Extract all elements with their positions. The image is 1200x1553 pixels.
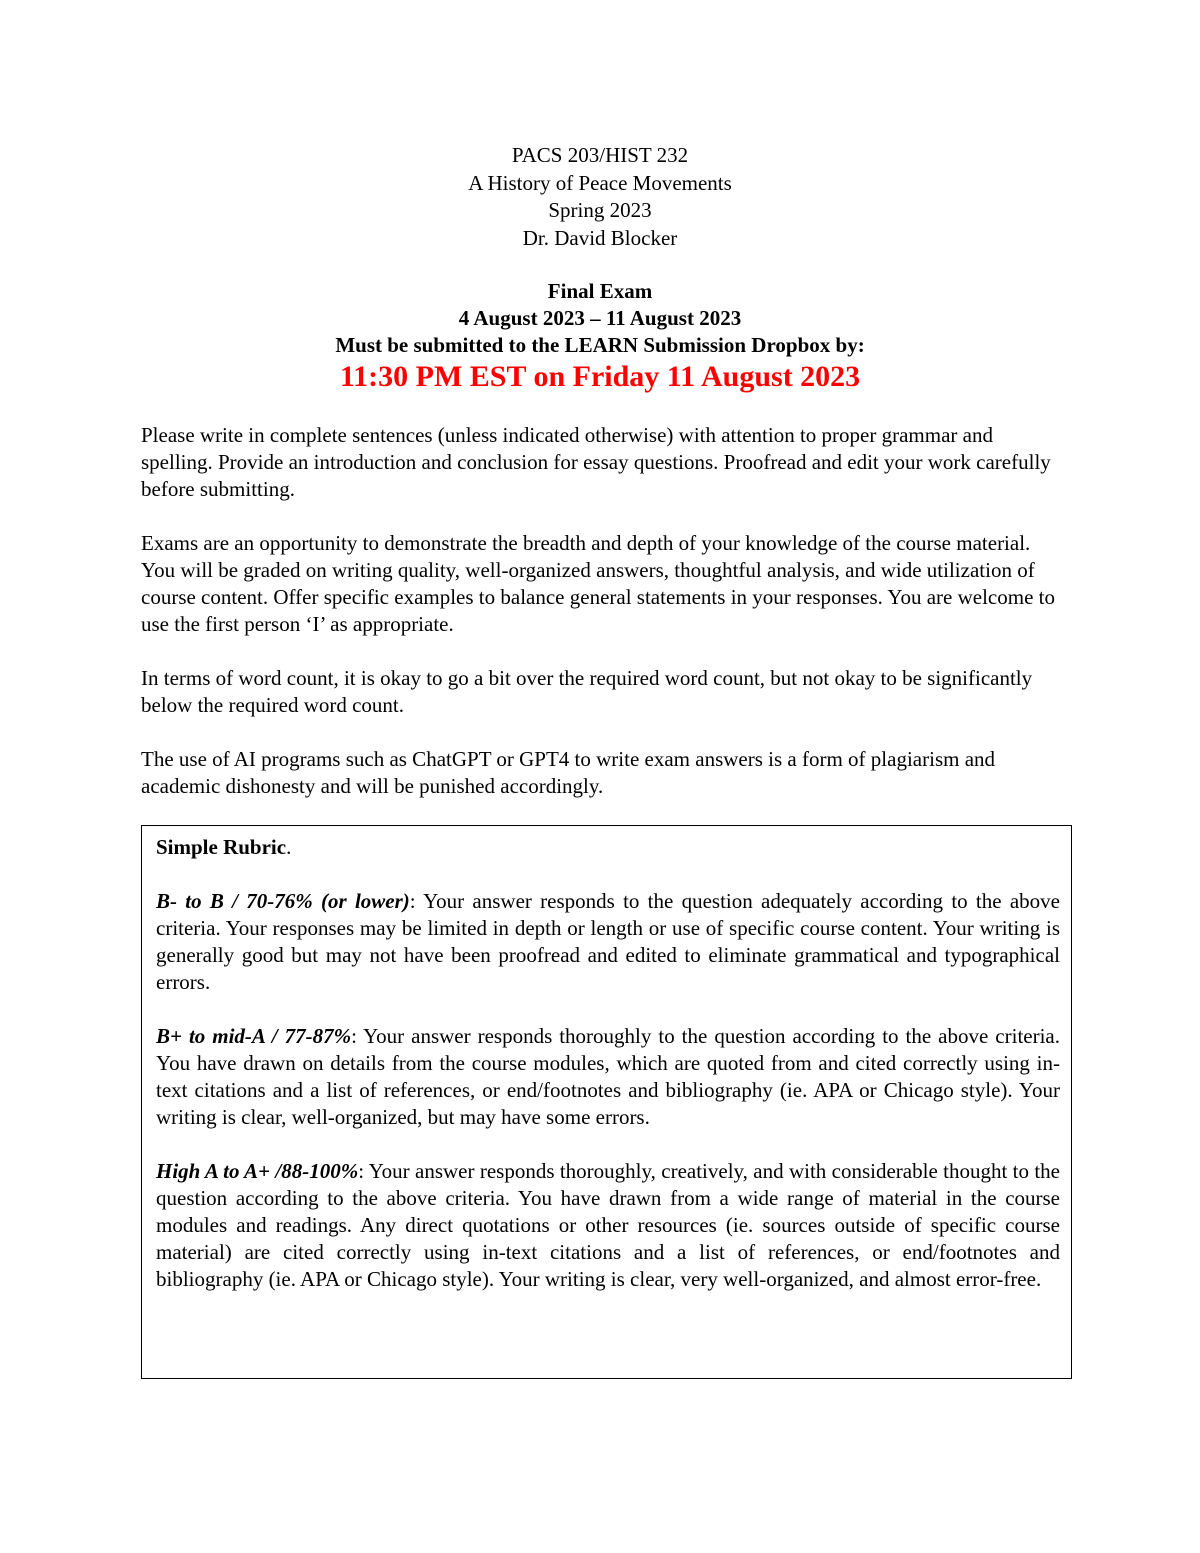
- deadline: 11:30 PM EST on Friday 11 August 2023: [339, 360, 861, 393]
- rubric-grade: High A to A+ /88-100%: [156, 1159, 359, 1183]
- rubric-title: Simple Rubric: [156, 835, 287, 859]
- rubric-grade: B- to B / 70-76% (or lower): [156, 889, 410, 913]
- rubric-heading: [156, 834, 1060, 861]
- rubric-grade: B+ to mid-A / 77-87%: [156, 1024, 352, 1048]
- course-code: PACS 203/HIST 232: [511, 143, 689, 167]
- rubric-description: : Your answer responds to the question adequately according to the above criteria. Your responses may be limited in depth or length or use of specific course content. Your writing is generally good but may not have been proofread and edited to eliminate grammatical and typographical errors.: [156, 889, 1060, 994]
- rubric-level: [156, 1158, 1060, 1293]
- rubric-title-suffix: .: [286, 835, 292, 859]
- rubric-level: [156, 1023, 1060, 1131]
- rubric-box: [141, 825, 1072, 1379]
- rubric-description: : Your answer responds thoroughly to the question according to the above criteria. You have drawn on details from the course modules, which are quoted from and cited correctly using in-text citations and a list of references, or end/footnotes and bibliography (ie. APA or Chicago style). Your writing is clear, well-organized, but may have some errors.: [156, 1024, 1060, 1129]
- submission-note: Must be submitted to the LEARN Submission Dropbox by:: [335, 333, 865, 357]
- instructions-paragraph-4: The use of AI programs such as ChatGPT or GPT4 to write exam answers is a form of plagiarism and academic dishonesty and will be punished accordingly.: [141, 747, 996, 798]
- exam-dates: 4 August 2023 – 11 August 2023: [458, 306, 742, 330]
- rubric-description: : Your answer responds thoroughly, creatively, and with considerable thought to the question according to the above criteria. You have drawn from a wide range of material in the course modules and readings. Any direct quotations or other resources (ie. sources outside of specific course material) are cited correctly using in-text citations and a list of references, or end/footnotes and bibliography (ie. APA or Chicago style). Your writing is clear, very well-organized, and almost error-free.: [156, 1159, 1060, 1291]
- course-title: A History of Peace Movements: [468, 170, 732, 195]
- rubric-level: [156, 888, 1060, 996]
- exam-title: Final Exam: [547, 279, 653, 303]
- course-header: [0, 142, 1200, 252]
- exam-info: [0, 278, 1200, 359]
- instructor: Dr. David Blocker: [522, 225, 678, 250]
- instructions-paragraph-1: Please write in complete sentences (unless indicated otherwise) with attention to proper grammar and spelling. Provide an introduction and conclusion for essay questions. Proofread and edit your work carefully before submitting.: [141, 423, 1051, 501]
- instructions-paragraph-2: Exams are an opportunity to demonstrate the breadth and depth of your knowledge of the course material. You will be graded on writing quality, well-organized answers, thoughtful analysis, and wide utilization of course content. Offer specific examples to balance general statements in your responses. You are welcome to use the first person ‘I’ as appropriate.: [141, 531, 1055, 636]
- term: Spring 2023: [548, 198, 652, 222]
- instructions-paragraph-3: In terms of word count, it is okay to go a bit over the required word count, but not okay to be significantly below the required word count.: [141, 666, 1033, 717]
- rubric-content: [156, 834, 1060, 1320]
